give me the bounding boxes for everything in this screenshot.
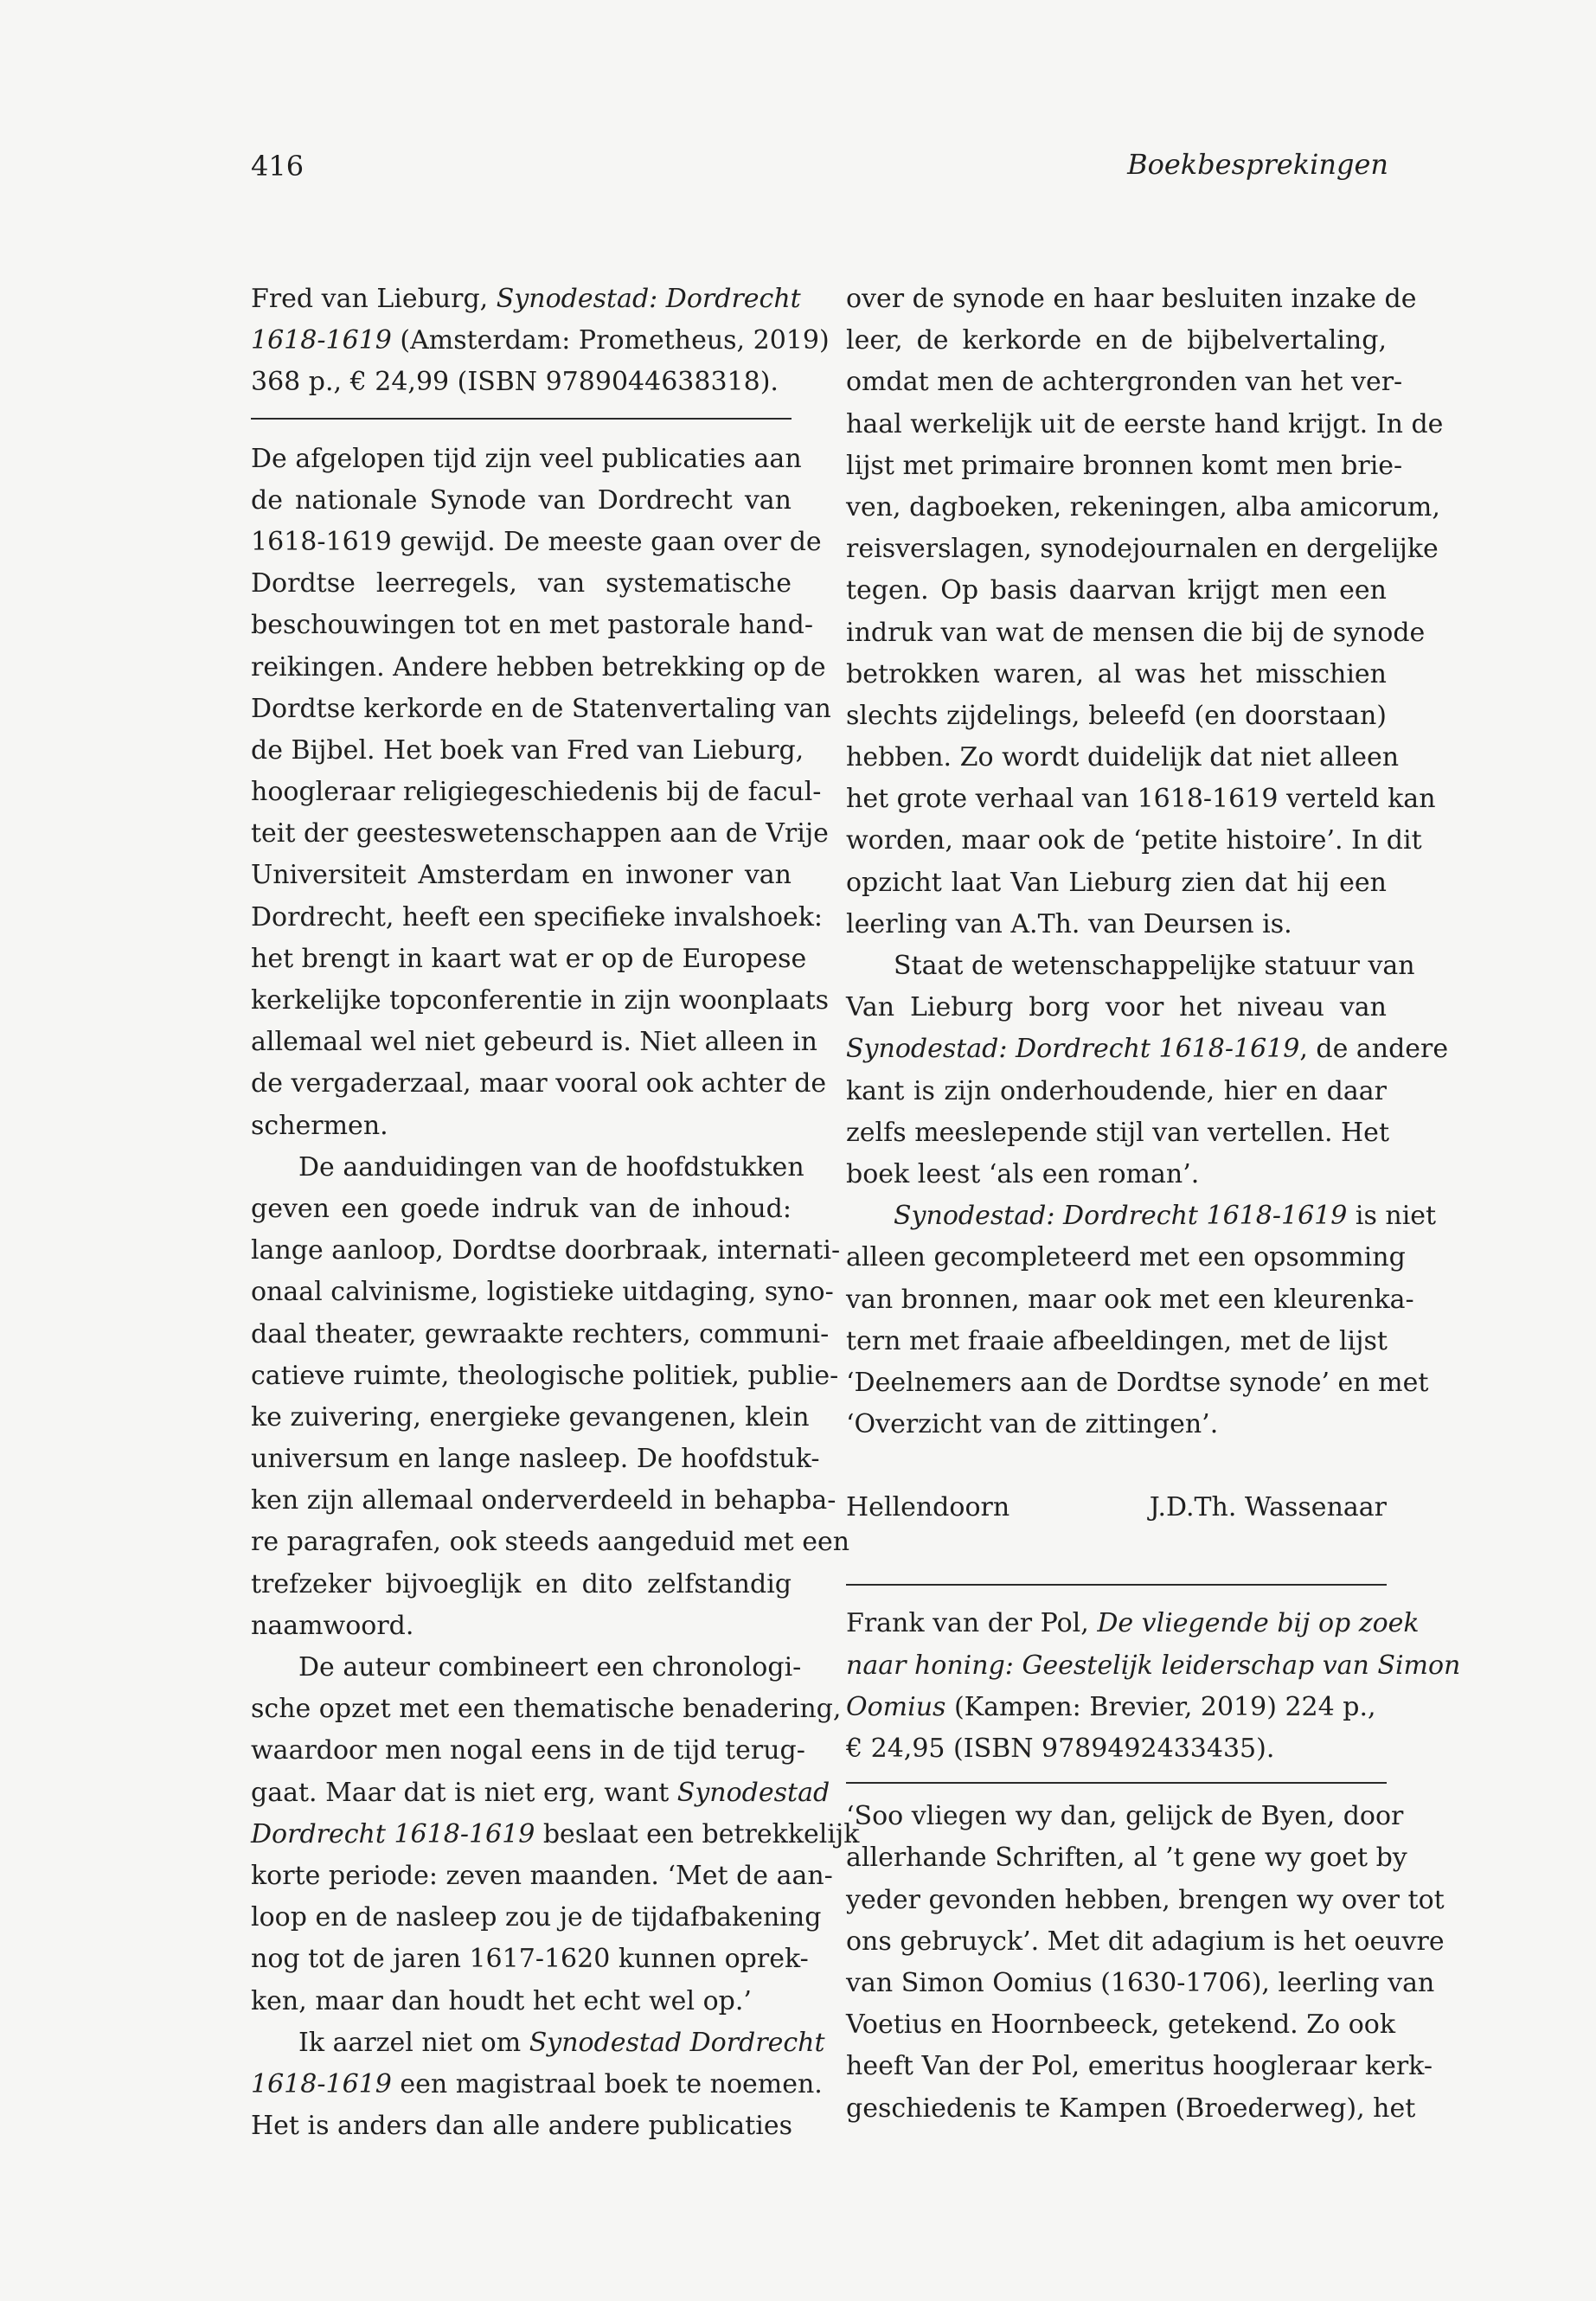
body-line: tern met fraaie afbeeldingen, met de lijst: [846, 1325, 1388, 1356]
body-line: trefzeker bijvoeglijk en dito zelfstandig: [251, 1568, 792, 1599]
review-signature: [846, 1487, 1387, 1529]
body-line: ‘Deelnemers aan de Dordtse synode’ en met: [846, 1367, 1429, 1398]
body-line: betrokken waren, al was het misschien: [846, 658, 1387, 689]
body-line: ken, maar dan houdt het echt wel op.’: [251, 1985, 752, 2016]
body-line: Het is anders dan alle andere publicaties: [251, 2111, 792, 2142]
review2-citation: [846, 1603, 1461, 1770]
body-line: allerhande Schriften, al ’t gene wy goet by: [846, 1843, 1407, 1874]
body-line: waardoor men nogal eens in de tijd terug-: [251, 1735, 805, 1766]
body-line: Synodestad: Dordrecht 1618-1619 is niet: [894, 1201, 1437, 1232]
body-line: hebben. Zo wordt duidelijk dat niet alleen: [846, 742, 1400, 773]
body-line: zelfs meeslepende stijl van vertellen. Het: [846, 1117, 1389, 1148]
body-line: leerling van A.Th. van Deursen is.: [846, 908, 1292, 939]
citation-line: Oomius (Kampen: Brevier, 2019) 224 p.,: [846, 1691, 1376, 1722]
body-line: yeder gevonden hebben, brengen wy over tot: [846, 1884, 1445, 1915]
body-line: Universiteit Amsterdam en inwoner van: [251, 860, 792, 891]
body-line: Ik aarzel niet om Synodestad Dordrecht: [298, 2027, 825, 2058]
body-line: catieve ruimte, theologische politiek, publie-: [251, 1360, 839, 1391]
body-line: 1618-1619 gewijd. De meeste gaan over de: [251, 526, 822, 557]
body-line: universum en lange nasleep. De hoofdstuk-: [251, 1444, 820, 1475]
body-line: nog tot de jaren 1617-1620 kunnen oprek-: [251, 1944, 809, 1975]
body-line: korte periode: zeven maanden. ‘Met de aan-: [251, 1860, 833, 1891]
body-line: De afgelopen tijd zijn veel publicaties aan: [251, 443, 802, 474]
citation-line: Frank van der Pol, De vliegende bij op zoek: [846, 1608, 1420, 1639]
body-line: daal theater, gewraakte rechters, communi-: [251, 1318, 830, 1349]
body-line: ‘Overzicht van de zittingen’.: [846, 1409, 1219, 1440]
left-column: [251, 279, 860, 2147]
body-line: ke zuivering, energieke gevangenen, klein: [251, 1401, 810, 1433]
body-line: reisverslagen, synodejournalen en dergelijke: [846, 534, 1439, 565]
body-line: kant is zijn onderhoudende, hier en daar: [846, 1075, 1387, 1106]
body-line: naamwoord.: [251, 1610, 414, 1641]
review2-body: [846, 1796, 1445, 2130]
body-line: De auteur combineert een chronologi-: [298, 1652, 802, 1682]
body-line: beschouwingen tot en met pastorale hand-: [251, 610, 813, 641]
body-line: onaal calvinisme, logistieke uitdaging, syno-: [251, 1277, 834, 1308]
citation-line: Fred van Lieburg, Synodestad: Dordrecht: [251, 284, 801, 314]
body-line: ons gebruyck’. Met dit adagium is het oeuvre: [846, 1926, 1445, 1957]
body-line: leer, de kerkorde en de bijbelvertaling,: [846, 325, 1387, 356]
review1-body-right: [846, 279, 1449, 1445]
right-column: [846, 279, 1461, 2130]
divider-rule: [846, 1782, 1387, 1784]
body-line: heeft Van der Pol, emeritus hoogleraar kerk-: [846, 2051, 1433, 2082]
body-line: kerkelijke topconferentie in zijn woonplaats: [251, 985, 830, 1016]
italic-title: Synodestad: Dordrecht: [496, 284, 801, 314]
review1-citation: [251, 279, 830, 404]
body-line: opzicht laat Van Lieburg zien dat hij een: [846, 867, 1387, 898]
body-line: re paragrafen, ook steeds aangeduid met een: [251, 1527, 850, 1558]
citation-line: [846, 1645, 1461, 1687]
divider-rule: [846, 1584, 1387, 1586]
body-line: het grote verhaal van 1618-1619 verteld kan: [846, 784, 1436, 815]
body-line: teit der geesteswetenschappen aan de Vrije: [251, 818, 829, 849]
italic-title: Synodestad: [676, 1777, 830, 1808]
citation-line: 1618-1619 (Amsterdam: Prometheus, 2019): [251, 325, 830, 356]
citation-line: 368 p., € 24,99 (ISBN 9789044638318).: [251, 367, 779, 398]
body-line: de Bijbel. Het boek van Fred van Lieburg,: [251, 734, 804, 766]
body-line: de nationale Synode van Dordrecht van: [251, 484, 792, 516]
italic-title: Synodestad Dordrecht: [529, 2027, 825, 2058]
italic-title: De vliegende bij op zoek: [1097, 1608, 1420, 1639]
review1-body-left: [251, 439, 860, 2148]
body-line: De aanduidingen van de hoofdstukken: [298, 1151, 804, 1183]
body-line: 1618-1619 een magistraal boek te noemen.: [251, 2068, 823, 2099]
body-line: slechts zijdelings, beleefd (en doorstaan): [846, 700, 1387, 731]
italic-title: 1618-1619: [251, 2068, 392, 2099]
body-line: omdat men de achtergronden van het ver-: [846, 367, 1403, 398]
italic-title: naar honing: Geestelijk leiderschap van Simon: [846, 1650, 1461, 1681]
body-line: het brengt in kaart wat er op de Europese: [251, 943, 807, 974]
body-line: ven, dagboeken, rekeningen, alba amicorum,: [846, 491, 1440, 522]
body-line: geschiedenis te Kampen (Broederweg), het: [846, 2093, 1416, 2124]
body-line: ken zijn allemaal onderverdeeld in behapba-: [251, 1485, 836, 1516]
reviewer-place: Hellendoorn: [846, 1492, 1010, 1523]
body-line: indruk van wat de mensen die bij de synode: [846, 617, 1426, 648]
body-line: van bronnen, maar ook met een kleurenka-: [846, 1284, 1414, 1315]
italic-title: Oomius: [846, 1691, 946, 1722]
body-line: over de synode en haar besluiten inzake de: [846, 284, 1417, 314]
italic-title: Dordrecht 1618-1619: [251, 1818, 535, 1849]
body-line: boek leest ‘als een roman’.: [846, 1158, 1200, 1189]
body-line: tegen. Op basis daarvan krijgt men een: [846, 575, 1387, 606]
body-line: lange aanloop, Dordtse doorbraak, internati-: [251, 1235, 841, 1266]
body-line: lijst met primaire bronnen komt men brie-: [846, 450, 1403, 481]
reviewer-name: J.D.Th. Wassenaar: [1149, 1492, 1387, 1523]
body-line: Voetius en Hoornbeeck, getekend. Zo ook: [846, 2009, 1395, 2041]
body-line: allemaal wel niet gebeurd is. Niet alleen in: [251, 1027, 817, 1058]
body-line: gaat. Maar dat is niet erg, want Synodestad: [251, 1777, 830, 1808]
body-line: ‘Soo vliegen wy dan, gelijck de Byen, door: [846, 1801, 1404, 1832]
body-line: hoogleraar religiegeschiedenis bij de facul-: [251, 777, 822, 808]
body-line: reikingen. Andere hebben betrekking op de: [251, 651, 826, 683]
body-line: haal werkelijk uit de eerste hand krijgt. In de: [846, 408, 1444, 439]
page-number: 416: [251, 150, 304, 183]
body-line: Dordtse kerkorde en de Statenvertaling van: [251, 693, 831, 724]
body-line: sche opzet met een thematische benadering,: [251, 1694, 842, 1725]
body-line: Van Lieburg borg voor het niveau van: [846, 992, 1387, 1023]
italic-title: Synodestad: Dordrecht 1618-1619: [846, 1034, 1300, 1065]
body-line: loop en de nasleep zou je de tijdafbakening: [251, 1902, 822, 1933]
body-line: geven een goede indruk van de inhoud:: [251, 1193, 792, 1224]
body-line: worden, maar ook de ‘petite histoire’. In dit: [846, 825, 1422, 856]
body-line: alleen gecompleteerd met een opsomming: [846, 1242, 1406, 1273]
body-line: schermen.: [251, 1110, 388, 1141]
italic-title: Synodestad: Dordrecht 1618-1619: [894, 1201, 1348, 1232]
body-line: Dordrecht, heeft een specifieke invalshoek:: [251, 901, 824, 933]
body-line: de vergaderzaal, maar vooral ook achter de: [251, 1068, 827, 1099]
body-line: Staat de wetenschappelijke statuur van: [894, 951, 1415, 981]
body-line: van Simon Oomius (1630-1706), leerling van: [846, 1967, 1435, 1998]
body-line: Dordtse leerregels, van systematische: [251, 568, 792, 599]
body-line: Synodestad: Dordrecht 1618-1619, de andere: [846, 1034, 1449, 1065]
running-head: Boekbesprekingen: [1127, 148, 1388, 181]
citation-line: € 24,95 (ISBN 9789492433435).: [846, 1734, 1275, 1764]
italic-title: 1618-1619: [251, 325, 392, 356]
divider-rule: [251, 418, 792, 420]
body-line: Dordrecht 1618-1619 beslaat een betrekkelijk: [251, 1818, 860, 1849]
